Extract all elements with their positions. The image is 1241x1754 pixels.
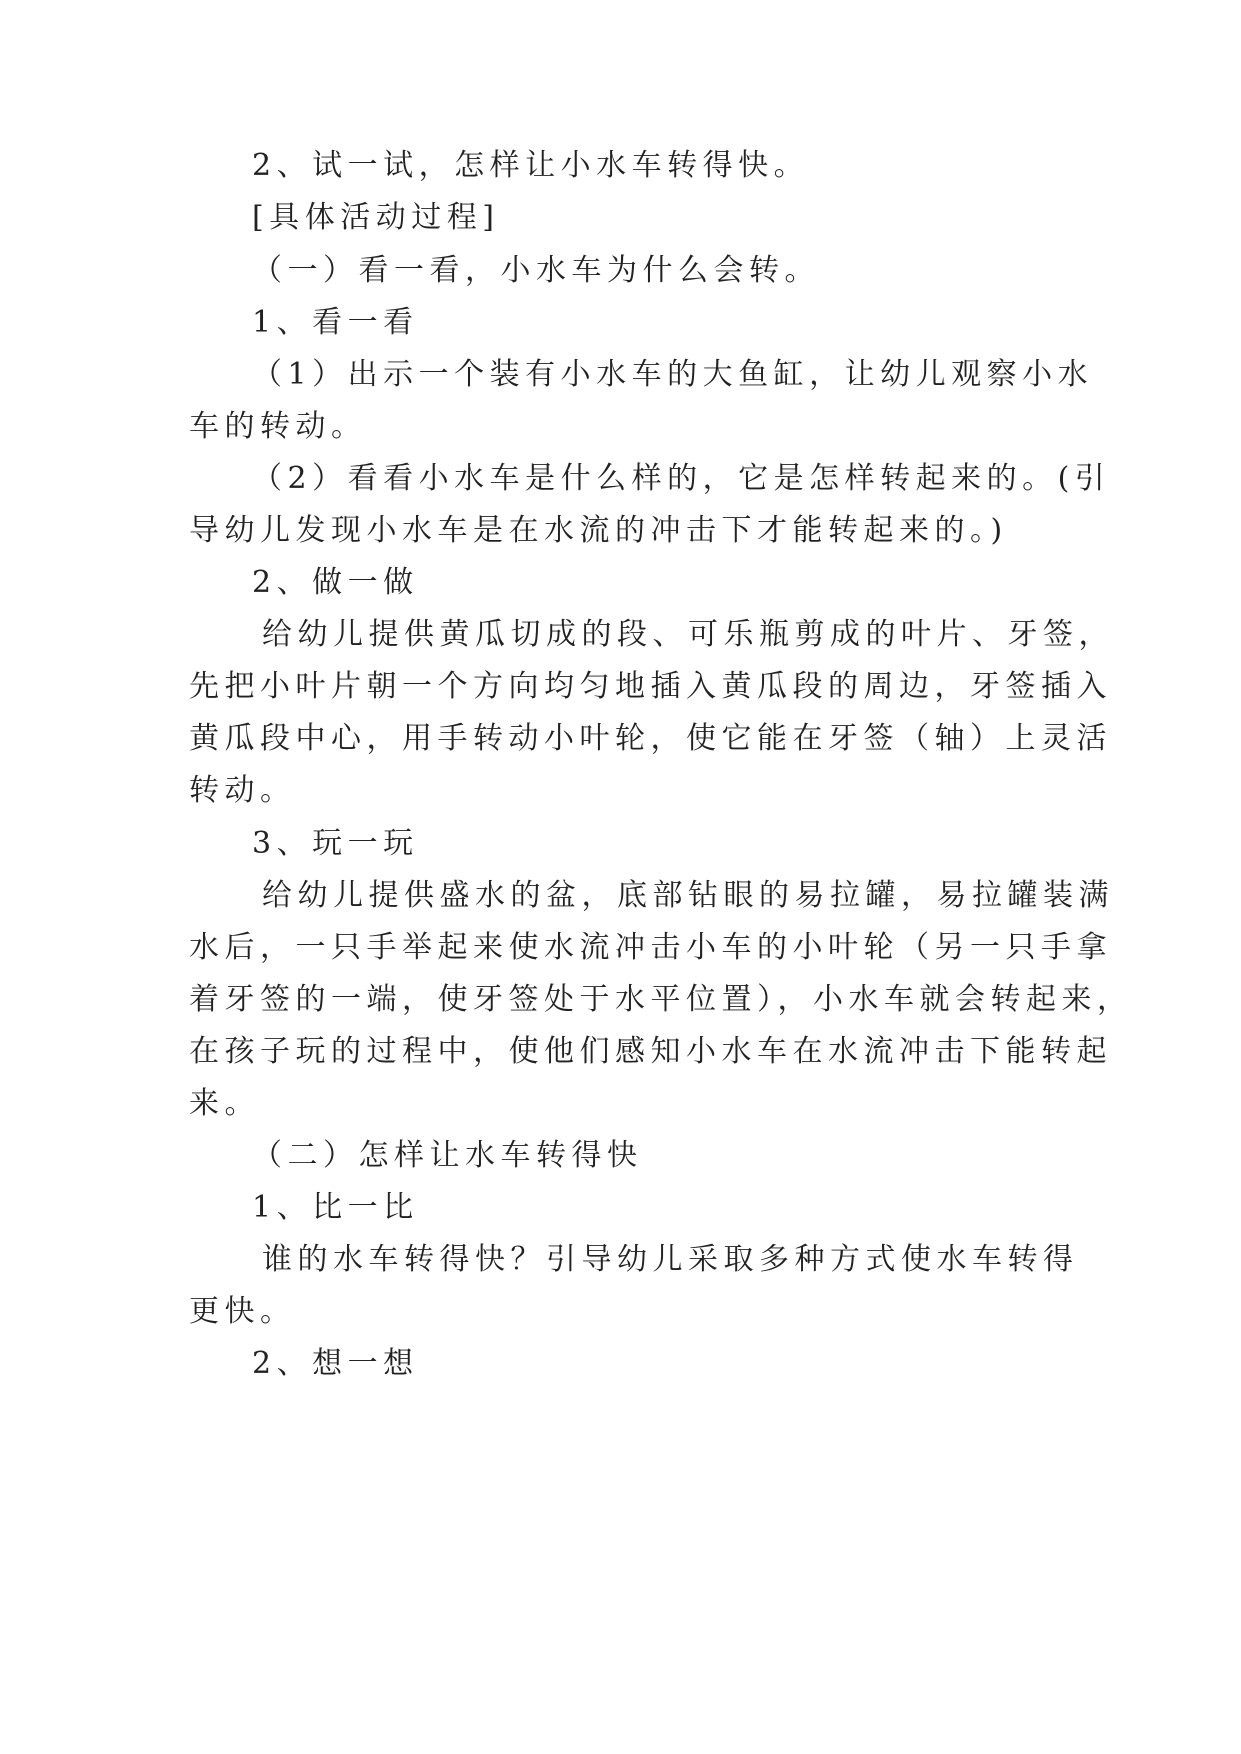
step-heading: 3、玩一玩 [252,826,419,861]
paragraph-line: 水后，一只手举起来使水流冲击小车的小叶轮（另一只手拿 [189,930,1112,965]
paragraph-line: 导幼儿发现小水车是在水流的冲击下才能转起来的。) [189,513,1008,548]
section-heading: [具体活动过程] [252,200,500,235]
paragraph-line: 更快。 [189,1294,296,1329]
step-heading: 1、看一看 [252,305,419,340]
step-heading: 2、想一想 [252,1346,419,1381]
paragraph-line: 谁的水车转得快？引导幼儿采取多种方式使水车转得 [262,1242,1079,1277]
paragraph-line: 车的转动。 [189,409,367,444]
subsection-heading: （一）看一看，小水车为什么会转。 [252,253,820,288]
paragraph-line: 黄瓜段中心，用手转动小叶轮，使它能在牙签（轴）上灵活 [189,721,1112,756]
step-heading: 2、做一做 [252,565,419,600]
step-heading: 1、比一比 [252,1190,419,1225]
paragraph-line: 转动。 [189,773,296,808]
paragraph-line: 给幼儿提供盛水的盆，底部钻眼的易拉罐，易拉罐装满 [262,878,1114,913]
paragraph-line: 来。 [189,1086,260,1121]
paragraph-line: 在孩子玩的过程中，使他们感知小水车在水流冲击下能转起 [189,1034,1112,1069]
paragraph-line: 着牙签的一端，使牙签处于水平位置），小水车就会转起来， [189,982,1133,1017]
paragraph-line: 2、试一试，怎样让小水车转得快。 [252,148,810,183]
paragraph-line: （1）出示一个装有小水车的大鱼缸，让幼儿观察小水 [252,357,1094,392]
paragraph-line: 给幼儿提供黄瓜切成的段、可乐瓶剪成的叶片、牙签， [262,617,1114,652]
paragraph-line: 先把小叶片朝一个方向均匀地插入黄瓜段的周边，牙签插入 [189,669,1112,704]
paragraph-line: （2）看看小水车是什么样的，它是怎样转起来的。(引 [252,461,1111,496]
subsection-heading: （二）怎样让水车转得快 [252,1138,643,1173]
